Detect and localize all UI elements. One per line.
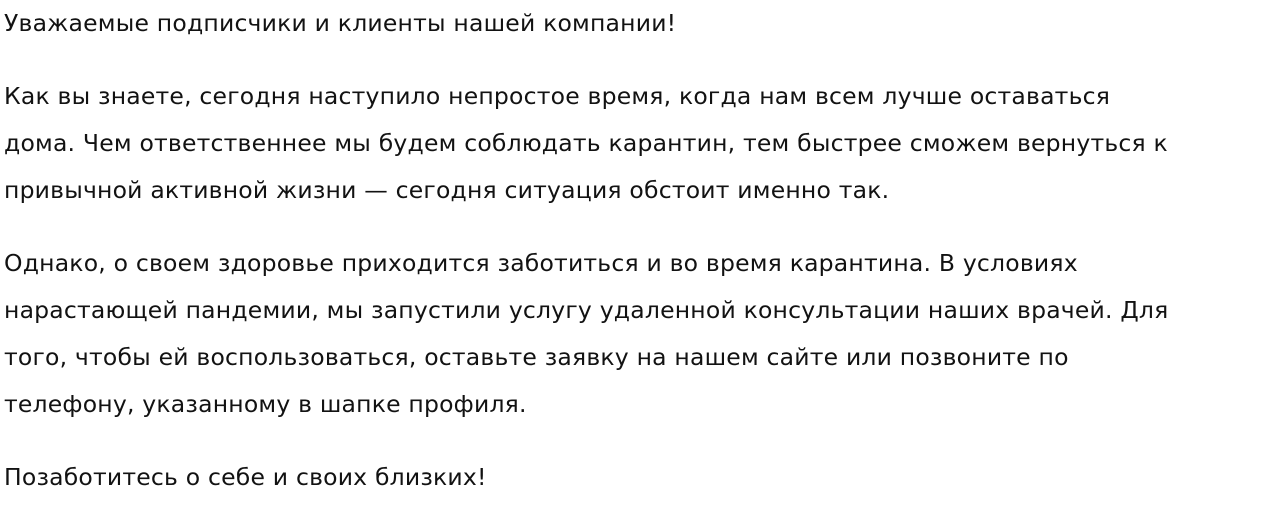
- closing-paragraph: [4, 454, 1270, 501]
- text-line: Как вы знаете, сегодня наступило непростое время, когда нам всем лучше оставаться: [4, 82, 1111, 110]
- text-line: телефону, указанному в шапке профиля.: [4, 390, 527, 418]
- service-paragraph: [4, 240, 1270, 428]
- greeting-paragraph: [4, 0, 1270, 47]
- text-line: Однако, о своем здоровье приходится заботиться и во время карантина. В условиях: [4, 249, 1078, 277]
- quarantine-paragraph: [4, 73, 1270, 214]
- text-line: привычной активной жизни — сегодня ситуация обстоит именно так.: [4, 176, 890, 204]
- text-line: нарастающей пандемии, мы запустили услугу удаленной консультации наших врачей. Для: [4, 296, 1169, 324]
- text-line: дома. Чем ответственнее мы будем соблюдать карантин, тем быстрее сможем вернуться к: [4, 129, 1168, 157]
- text-line: Позаботитесь о себе и своих близких!: [4, 463, 487, 491]
- text-line: Уважаемые подписчики и клиенты нашей компании!: [4, 9, 677, 37]
- text-line: того, чтобы ей воспользоваться, оставьте заявку на нашем сайте или позвоните по: [4, 343, 1069, 371]
